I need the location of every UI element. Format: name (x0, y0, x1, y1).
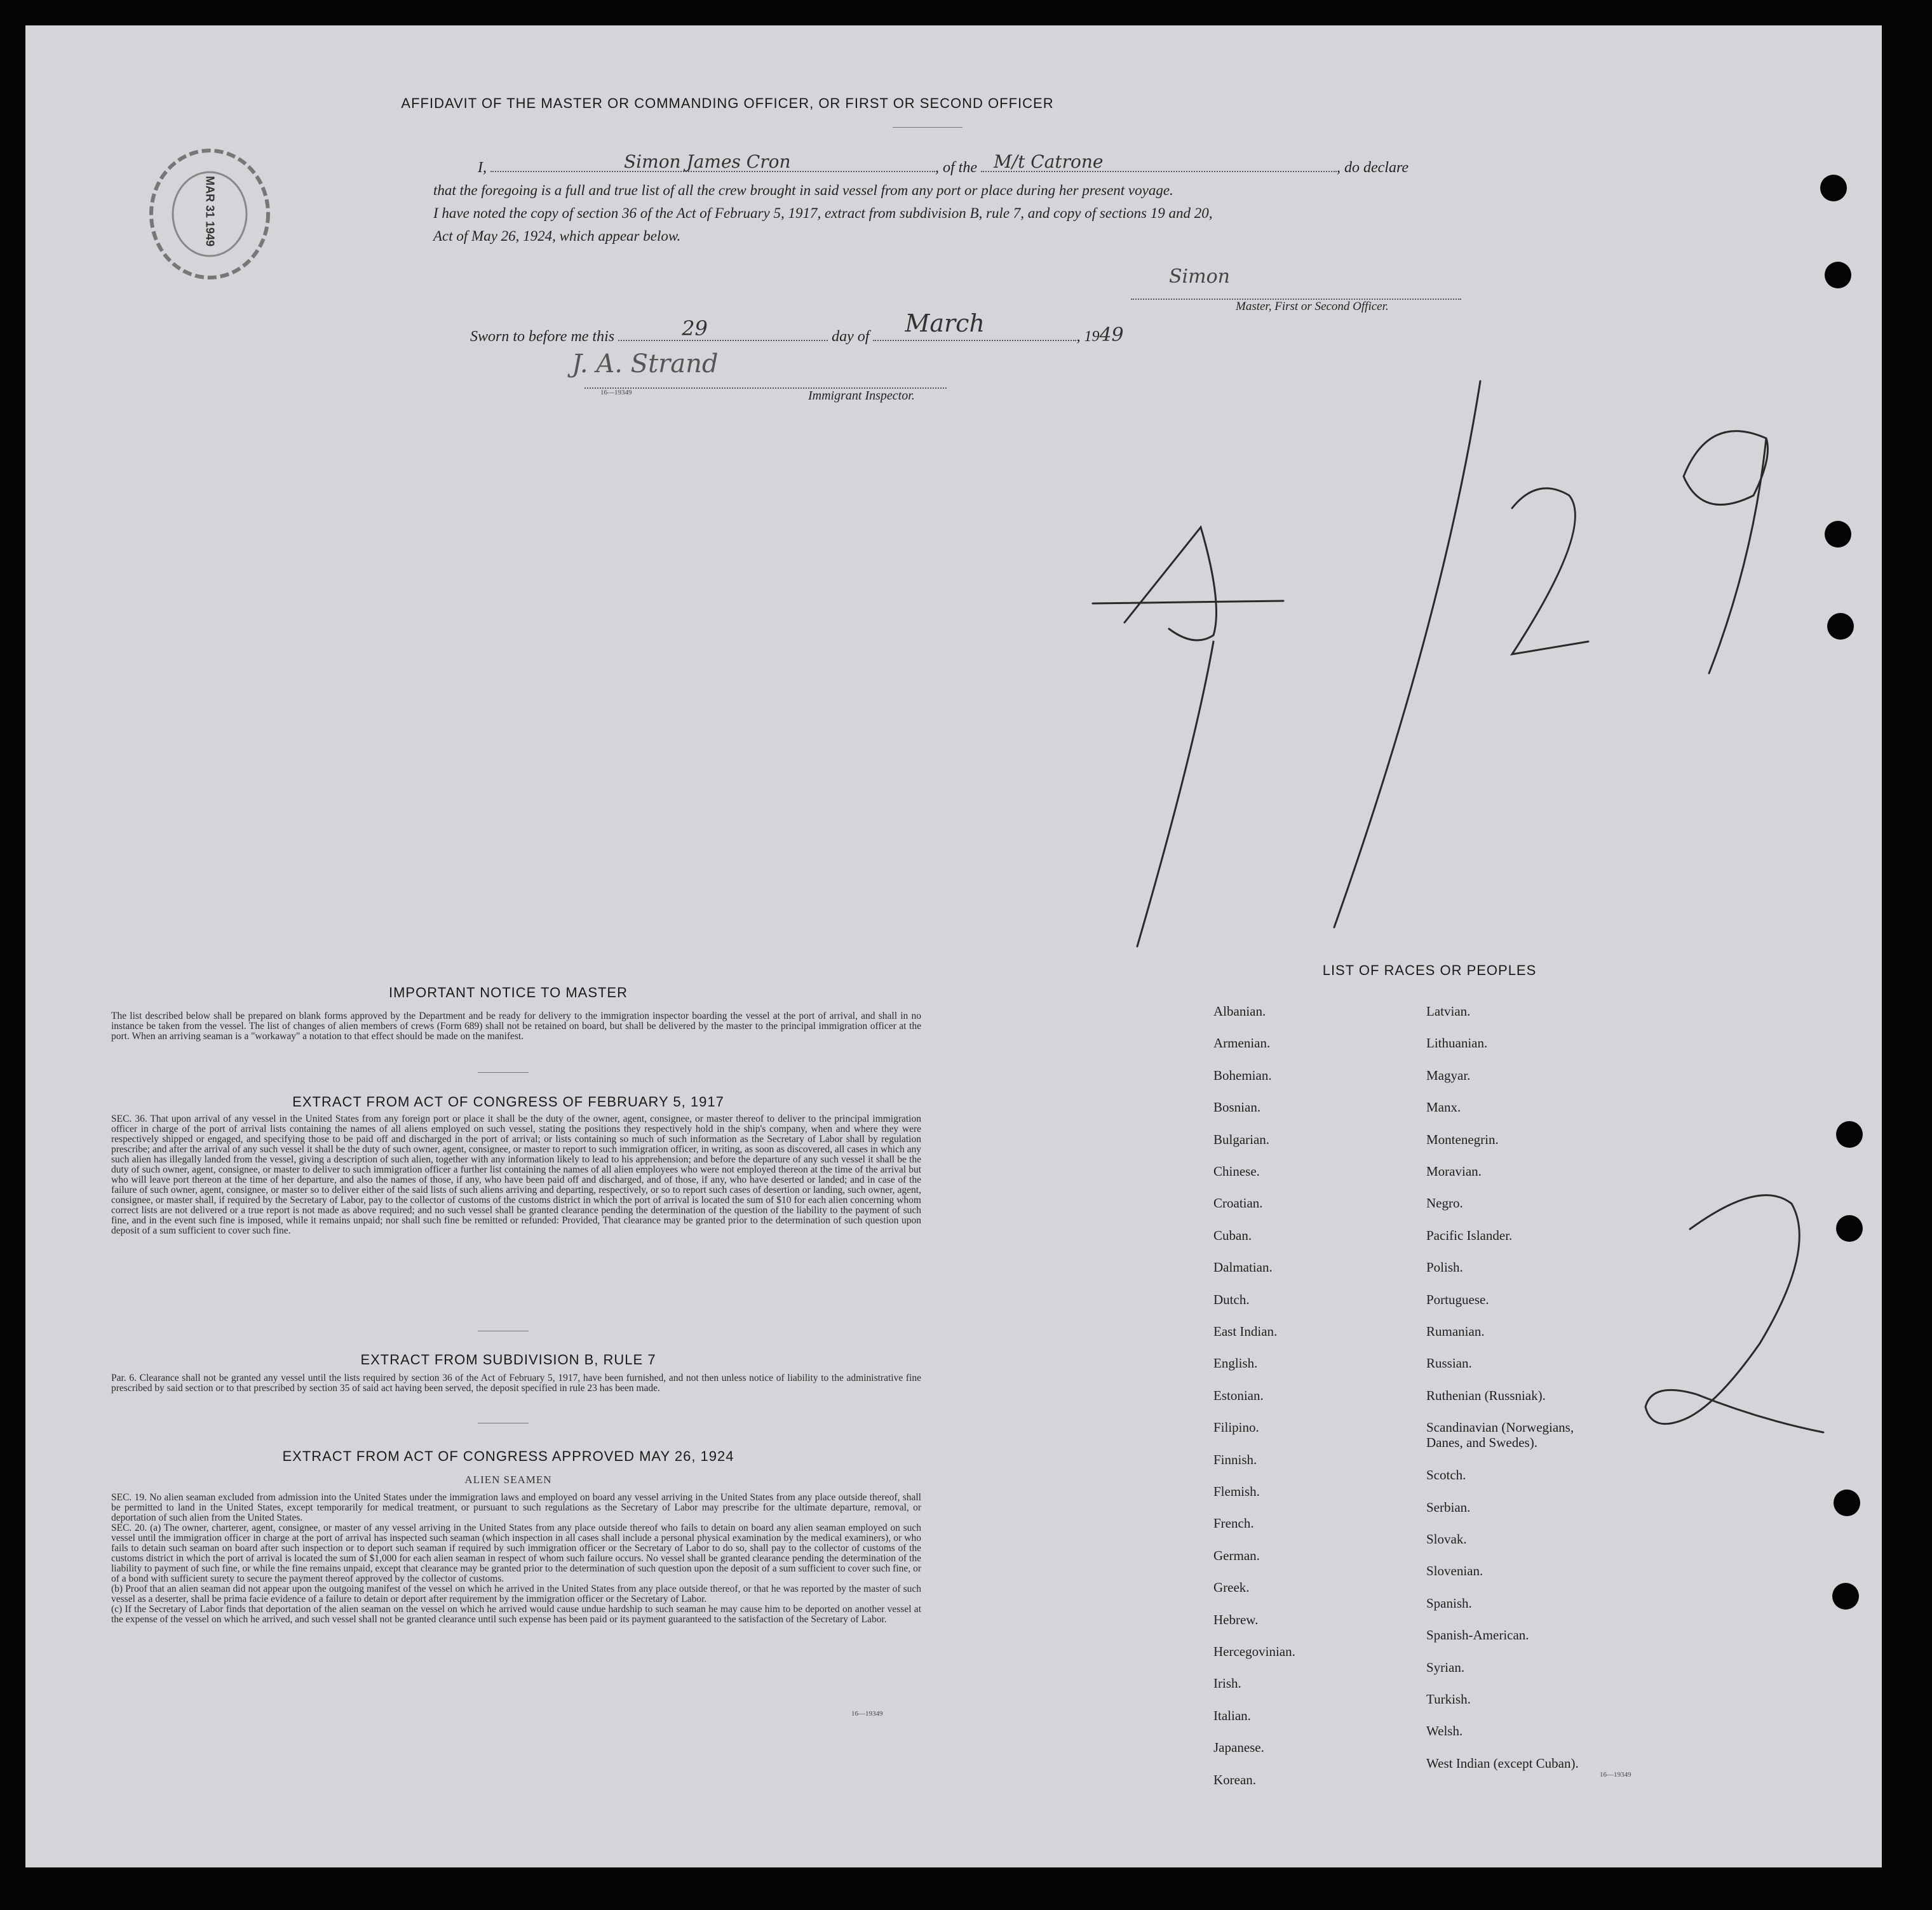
race-item: Lithuanian. (1426, 1035, 1488, 1051)
handwritten-date-mark (1067, 368, 1798, 972)
race-item: Croatian. (1213, 1195, 1263, 1211)
declaration-line-3: I have noted the copy of section 36 of the Act of February 5, 1917, extract from subdivision B, rule 7, and copy of sections 19 and 20, (433, 205, 1213, 221)
race-item: Italian. (1213, 1707, 1251, 1723)
race-item: Polish. (1426, 1260, 1463, 1275)
year-prefix: , 19 (1076, 328, 1100, 345)
inspector-caption: Immigrant Inspector. (808, 389, 915, 403)
race-item: Montenegrin. (1426, 1131, 1499, 1147)
officer-name-field (490, 151, 935, 172)
rule-7-body: Par. 6. Clearance shall not be granted any vessel until the lists required by section 36 of the Act of February 5, 1917, have been furnished, and not then unless notice of liability to the administrative fine prescribed by said section or to that prescribed by section 35 of said act having been served, the deposit specified in rule 23 has been made. (111, 1373, 921, 1394)
sworn-month: March (905, 309, 985, 337)
race-item: Magyar. (1426, 1067, 1471, 1083)
section-20c-text: (c) If the Secretary of Labor finds that deportation of the alien seaman on the vessel on which he arrived would cause undue hardship to such seaman he may cause him to be deported on another vessel at the expense of the vessel on which he arrived, and such vessel shall not be granted clearance until such expense has been paid or its payment guaranteed to the satisfaction of the Secretary of Labor. (111, 1604, 921, 1625)
declaration-line (433, 151, 1501, 179)
race-item: Turkish. (1426, 1691, 1471, 1707)
race-item: Spanish-American. (1426, 1627, 1529, 1643)
affidavit-title: AFFIDAVIT OF THE MASTER OR COMMANDING OFFICER, OR FIRST OR SECOND OFFICER (401, 95, 1054, 111)
race-item: Scandinavian (Norwegians, Danes, and Swedes). (1426, 1420, 1574, 1451)
title-divider (893, 127, 963, 128)
race-item: Serbian. (1426, 1499, 1471, 1515)
race-item: Dutch. (1213, 1291, 1250, 1307)
race-item: Moravian. (1426, 1164, 1482, 1179)
races-heading: LIST OF RACES OR PEOPLES (1322, 962, 1537, 978)
officer-name: Simon James Cron (624, 151, 791, 172)
race-item: Chinese. (1213, 1164, 1260, 1179)
race-item: Portuguese. (1426, 1291, 1489, 1307)
binder-hole (1834, 1490, 1860, 1516)
race-item: Hebrew. (1213, 1611, 1259, 1627)
section-20a-text: SEC. 20. (a) The owner, charterer, agent, consignee, or master of any vessel arriving in the United States from any place outside thereof who fails to detain on board any alien seaman employed on such vessel until the immigration officer in charge at the port of arrival has inspected such seaman (which inspection in all cases shall include a personal physical examination by the medical examiners), or who fails to detain such seaman on board after such inspection or to deport such seaman if required by such immigration officer or the Secretary of Labor to do so, shall pay to the collector of customs of the customs district in which the port of arrival is located the sum of $1,000 for each alien seaman in respect of whom such failure occurs. No vessel shall be granted clearance pending the determination of the liability to payment of such fine, or while the fine remains unpaid, except that clearance may be granted prior to the determination of such question upon the deposit of a sum sufficient to cover such fine, or of a bond with sufficient surety to secure the payment thereof approved by the collector of customs. (111, 1523, 921, 1584)
vessel-name: M/t Catrone (994, 151, 1104, 172)
inspector-signature: J. A. Strand (572, 349, 719, 379)
race-item: Spanish. (1426, 1595, 1472, 1611)
do-declare-label: , do declare (1337, 159, 1409, 176)
binder-hole (1832, 1583, 1859, 1610)
race-item: West Indian (except Cuban). (1426, 1755, 1579, 1771)
alien-seamen-subheading: ALIEN SEAMEN (464, 1474, 552, 1486)
stamp-date: MAR 31 1949 (203, 175, 217, 247)
of-the-label: , of the (935, 159, 977, 176)
day-of-label: day of (832, 328, 870, 345)
race-item: Filipino. (1213, 1420, 1259, 1436)
race-item: Armenian. (1213, 1035, 1271, 1051)
race-item: German. (1213, 1547, 1260, 1563)
declaration-line-4: Act of May 26, 1924, which appear below. (433, 228, 681, 244)
race-item: Irish. (1213, 1676, 1241, 1691)
extract-1924-body (111, 1493, 921, 1625)
race-item: Bohemian. (1213, 1067, 1272, 1083)
race-item: Russian. (1426, 1355, 1472, 1371)
race-item: Ruthenian (Russniak). (1426, 1387, 1546, 1403)
handwritten-page-mark (1569, 1153, 1836, 1483)
sworn-day-field (618, 316, 828, 341)
extract-form-number: 16—19349 (851, 1710, 883, 1718)
declaration-line-2: that the foregoing is a full and true list of all the crew brought in said vessel from any port or place during her present voyage. (433, 182, 1173, 198)
race-item: Korean. (1213, 1772, 1257, 1787)
race-item: Bulgarian. (1213, 1131, 1270, 1147)
race-item: Cuban. (1213, 1227, 1252, 1243)
affidavit-body (433, 151, 1501, 248)
race-item: Pacific Islander. (1426, 1227, 1513, 1243)
binder-hole (1825, 521, 1851, 548)
sworn-line (470, 309, 1296, 348)
race-item: Estonian. (1213, 1387, 1264, 1403)
extract-1917-heading: EXTRACT FROM ACT OF CONGRESS OF FEBRUARY 5, 1917 (292, 1094, 724, 1110)
extract-1924-heading: EXTRACT FROM ACT OF CONGRESS APPROVED MAY 26, 1924 (282, 1448, 734, 1464)
rule-7-heading: EXTRACT FROM SUBDIVISION B, RULE 7 (360, 1352, 656, 1368)
notice-heading: IMPORTANT NOTICE TO MASTER (388, 985, 628, 1000)
race-item: English. (1213, 1355, 1258, 1371)
race-item: Albanian. (1213, 1004, 1266, 1019)
race-item: Latvian. (1426, 1004, 1471, 1019)
binder-hole (1836, 1215, 1863, 1242)
race-item: Finnish. (1213, 1451, 1257, 1467)
affidavit-form-number: 16—19349 (600, 389, 632, 396)
race-item: Dalmatian. (1213, 1260, 1273, 1275)
race-item: French. (1213, 1516, 1254, 1531)
binder-hole (1820, 175, 1847, 201)
sworn-month-field (873, 309, 1076, 341)
arrival-stamp (146, 146, 273, 283)
race-item: Slovenian. (1426, 1563, 1483, 1579)
master-signature-line (1131, 292, 1461, 300)
race-item: Manx. (1426, 1100, 1461, 1115)
section-20b-text: (b) Proof that an alien seaman did not appear upon the outgoing manifest of the vessel on which he arrived in the United States from any place outside thereof, or that he was reported by the master of such vessel as a deserter, shall be prima facie evidence of a failure to detain or deport after requirement by the immigration officer or the Secretary of Labor. (111, 1584, 921, 1604)
race-item: Flemish. (1213, 1484, 1260, 1499)
race-item: Welsh. (1426, 1723, 1463, 1739)
binder-hole (1836, 1121, 1863, 1148)
race-item: Greek. (1213, 1580, 1250, 1596)
race-item: Japanese. (1213, 1740, 1264, 1756)
race-item: Hercegovinian. (1213, 1644, 1295, 1659)
binder-hole (1825, 262, 1851, 288)
binder-hole (1827, 613, 1854, 640)
master-signature: Simon (1169, 266, 1230, 288)
race-item: Rumanian. (1426, 1324, 1485, 1339)
declaration-prefix: I, (478, 159, 487, 176)
master-caption: Master, First or Second Officer. (1236, 300, 1389, 313)
race-item: Scotch. (1426, 1467, 1466, 1483)
races-form-number: 16—19349 (1600, 1771, 1631, 1779)
race-item: Slovak. (1426, 1531, 1467, 1547)
sworn-day: 29 (682, 316, 708, 340)
race-item: Negro. (1426, 1195, 1463, 1211)
year-suffix: 49 (1099, 324, 1124, 346)
race-item: East Indian. (1213, 1324, 1278, 1339)
extract-1917-body: SEC. 36. That upon arrival of any vessel in the United States from any foreign port or place it shall be the duty of the owner, agent, consignee, or master thereof to deliver to the principal immigration officer in charge of the port of arrival lists containing the names of all aliens employed on such vessel, stating the positions they respectively hold in the ship's company, when and where they were respectively shipped or engaged, and specifying those to be paid off and discharged in the port of arrival; or lists containing so much of such information as the Secretary of Labor shall by regulation prescribe; and after the arrival of any such vessel it shall be the duty of such owner, agent, consignee, or master to report to such immigration officer, in writing, as soon as discovered, all cases in which any such alien has illegally landed from the vessel, giving a description of such alien, together with any information likely to lead to his apprehension; and before the departure of any such vessel it shall be the duty of such owner, agent, consignee, or master to deliver to such immigration officer a further list containing the names of all alien employees who were not employed thereon at the time of the arrival but who will leave port thereon at the time of her departure, and also the names of those, if any, who have been paid off and discharged, and of those, if any, who have deserted or landed; and in case of the failure of such owner, agent, consignee, or master so to deliver either of the said lists of such aliens arriving and departing, respectively, or so to report such cases of desertion or landing, such owner, agent, consignee, or master shall, if required by the Secretary of Labor, pay to the collector of customs of the customs district in which the port of arrival is located the sum of $10 for each alien concerning whom correct lists are not delivered or a true report is not made as above required; and no such vessel shall be granted clearance pending the determination of the question of the liability to the payment of such fine, and in the event such fine is imposed, while it remains unpaid; nor shall such fine be remitted or refunded: Provided, That clearance may be granted prior to the determination of such question upon deposit of a sum sufficient to cover such fine. (111, 1113, 921, 1236)
document-page (25, 25, 1882, 1867)
race-item: Bosnian. (1213, 1100, 1261, 1115)
race-item: Syrian. (1426, 1659, 1465, 1675)
vessel-name-field (981, 151, 1337, 172)
notice-body: The list described below shall be prepared on blank forms approved by the Department and be ready for delivery to the immigration inspector boarding the vessel at the port of arrival, and shall in no instance be taken from the vessel. The list of changes of alien members of crews (Form 689) shall not be retained on board, but shall be delivered by the master to the principal immigration officer at the port. When an arriving seaman is a "workaway" a notation to that effect should be made on the manifest. (111, 1011, 921, 1042)
sworn-prefix: Sworn to before me this (470, 328, 615, 345)
notice-divider (478, 1072, 529, 1073)
section-19-text: SEC. 19. No alien seaman excluded from admission into the United States under the immigration laws and employed on board any vessel arriving in the United States from any place outside thereof, shall be permitted to land in the United States, except temporarily for medical treatment, or pursuant to such regulations as the Secretary of Labor may prescribe for the ultimate departure, removal, or deportation of such alien from the United States. (111, 1492, 921, 1523)
